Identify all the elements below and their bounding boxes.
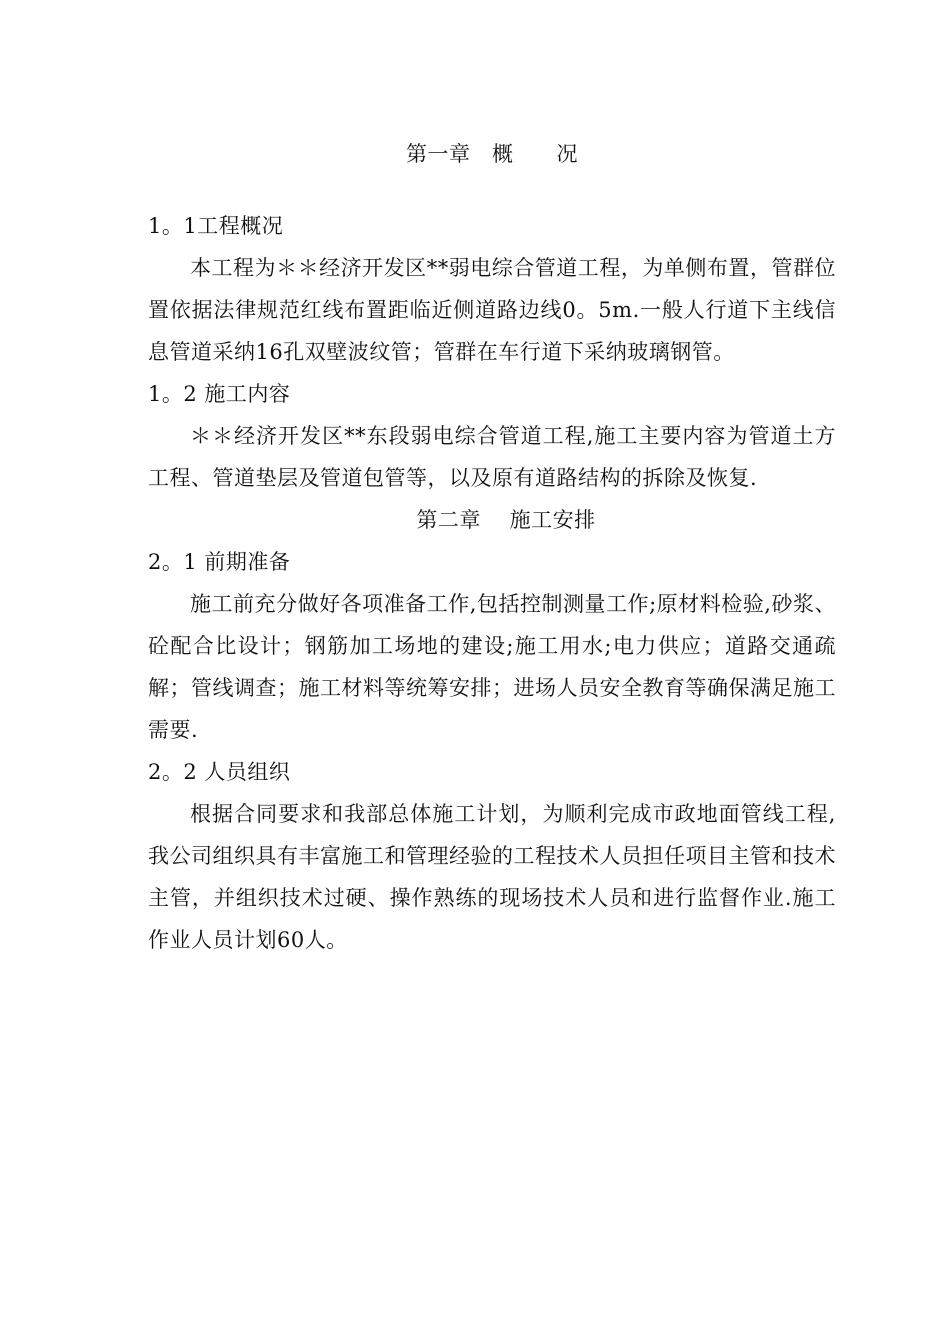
section-1-2-heading: 1。2 施工内容: [148, 382, 291, 406]
chapter-1-title: 第一章 概 况: [406, 142, 578, 166]
chapter-2-title: 第二章 施工安排: [416, 508, 596, 532]
document-body: [148, 133, 836, 961]
section-2-1-heading: 2。1 前期准备: [148, 550, 291, 574]
section-1-2-paragraph: ＊＊经济开发区**东段弱电综合管道工程,施工主要内容为管道土方工程、管道垫层及管道包管等，以及原有道路结构的拆除及恢复.: [148, 424, 836, 490]
section-2-2-paragraph: 根据合同要求和我部总体施工计划，为顺利完成市政地面管线工程,我公司组织具有丰富施工和管理经验的工程技术人员担任项目主管和技术主管，并组织技术过硬、操作熟练的现场技术人员和进行监督作业.施工作业人员计划60人。: [148, 802, 836, 952]
section-1-1-heading: 1。1工程概况: [148, 214, 284, 238]
section-1-1-paragraph: 本工程为＊＊经济开发区**弱电综合管道工程，为单侧布置，管群位置依据法律规范红线布置距临近侧道路边线0。5m.一般人行道下主线信息管道采纳16孔双壁波纹管；管群在车行道下采纳玻璃钢管。: [148, 256, 836, 364]
section-2-1-paragraph: 施工前充分做好各项准备工作,包括控制测量工作;原材料检验,砂浆、砼配合比设计；钢筋加工场地的建设;施工用水;电力供应；道路交通疏解；管线调查；施工材料等统筹安排；进场人员安全教育等确保满足施工需要.: [148, 592, 836, 742]
section-2-2-heading: 2。2 人员组织: [148, 760, 291, 784]
